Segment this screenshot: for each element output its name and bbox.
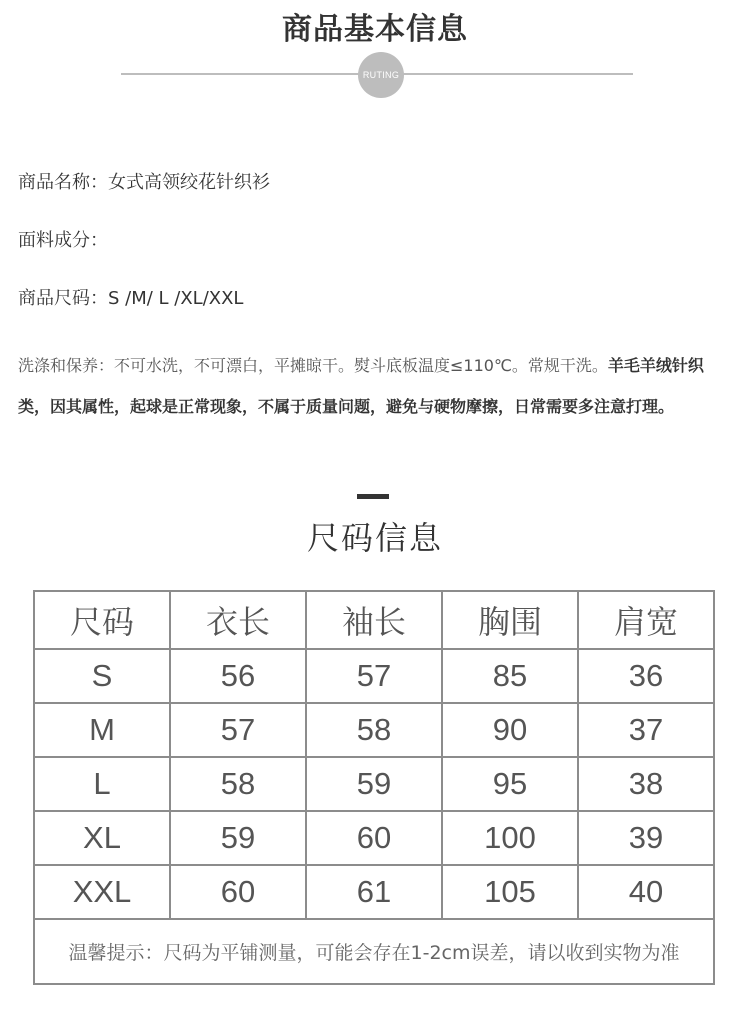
brand-badge: RUTING (358, 52, 404, 98)
size-cell: XXL (34, 865, 170, 919)
length-cell: 56 (170, 649, 306, 703)
shoulder-cell: 36 (578, 649, 714, 703)
product-sizes: 商品尺码：S /M/ L /XL/XXL (18, 288, 244, 309)
care-bold-text: 羊毛羊绒针织类，因其属性，起球是正常现象，不属于质量问题，避免与硬物摩擦，日常需要多注意打理。 (18, 356, 704, 416)
table-row (34, 649, 714, 703)
chest-cell: 100 (442, 811, 578, 865)
chest-cell: 105 (442, 865, 578, 919)
size-cell: XL (34, 811, 170, 865)
product-name: 商品名称：女式高领绞花针织衫 (18, 172, 270, 193)
header-cell: 肩宽 (578, 591, 714, 649)
length-cell: 59 (170, 811, 306, 865)
shoulder-cell: 38 (578, 757, 714, 811)
sleeve-cell: 61 (306, 865, 442, 919)
header-cell: 尺码 (34, 591, 170, 649)
fabric-composition: 面料成分： (18, 230, 108, 251)
table-note-row (34, 919, 714, 984)
length-cell: 58 (170, 757, 306, 811)
shoulder-cell: 39 (578, 811, 714, 865)
size-section-title: 尺码信息 (306, 519, 443, 557)
header-cell: 袖长 (306, 591, 442, 649)
shoulder-cell: 40 (578, 865, 714, 919)
sleeve-cell: 58 (306, 703, 442, 757)
section-dash (357, 494, 389, 499)
table-row (34, 865, 714, 919)
care-instructions (18, 345, 734, 427)
table-header-row (34, 591, 714, 649)
size-cell: L (34, 757, 170, 811)
page-title: 商品基本信息 (282, 12, 468, 47)
care-normal-text: 洗涤和保养：不可水洗，不可漂白，平摊晾干。熨斗底板温度≤110℃。常规干洗。 (18, 356, 608, 375)
measurement-note: 温馨提示：尺码为平铺测量，可能会存在1-2cm误差，请以收到实物为准 (34, 919, 714, 984)
length-cell: 57 (170, 703, 306, 757)
size-table (33, 590, 715, 985)
chest-cell: 95 (442, 757, 578, 811)
length-cell: 60 (170, 865, 306, 919)
header-cell: 胸围 (442, 591, 578, 649)
table-row (34, 757, 714, 811)
size-cell: M (34, 703, 170, 757)
size-cell: S (34, 649, 170, 703)
sleeve-cell: 59 (306, 757, 442, 811)
header-cell: 衣长 (170, 591, 306, 649)
chest-cell: 90 (442, 703, 578, 757)
table-row (34, 811, 714, 865)
shoulder-cell: 37 (578, 703, 714, 757)
sleeve-cell: 57 (306, 649, 442, 703)
table-row (34, 703, 714, 757)
sleeve-cell: 60 (306, 811, 442, 865)
chest-cell: 85 (442, 649, 578, 703)
